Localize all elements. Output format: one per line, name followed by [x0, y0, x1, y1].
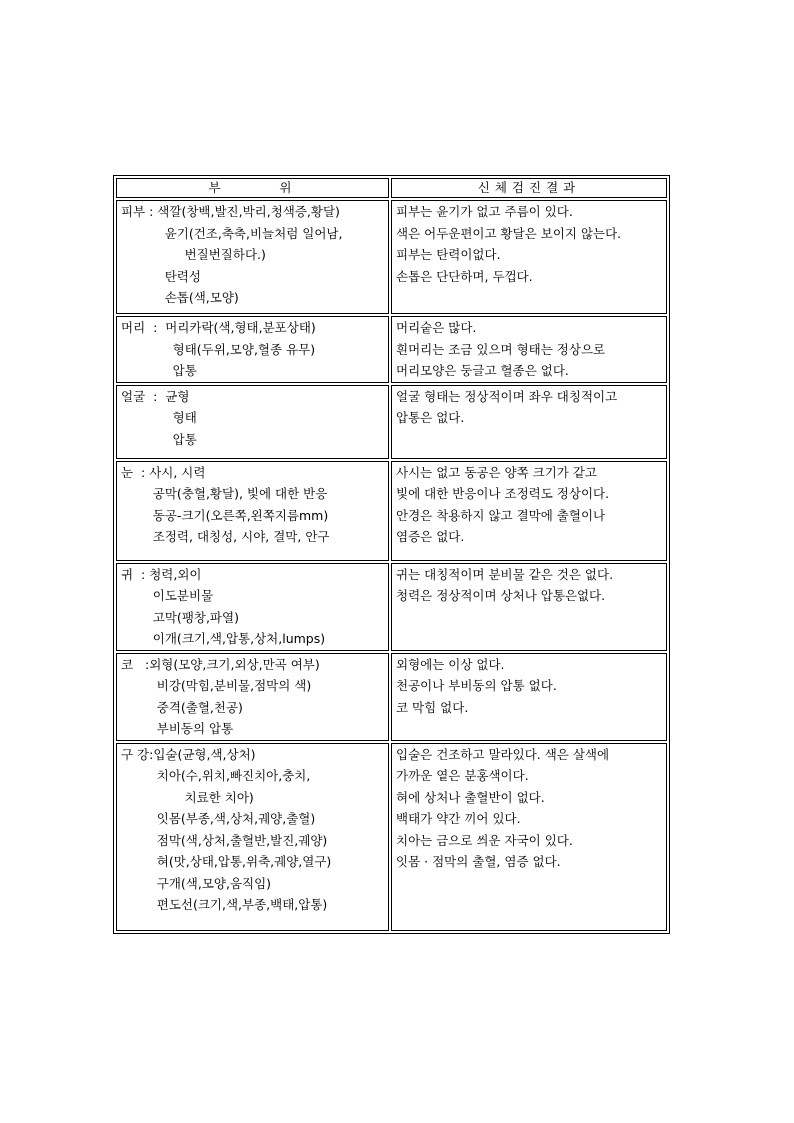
table-row-face: [116, 385, 667, 459]
body-part-line: 피부 : 색깔(창백,발진,박리,청색증,황달): [121, 204, 340, 219]
exam-result-line: 혀에 상처나 출혈반이 없다.: [396, 789, 545, 805]
exam-result-line: 귀는 대칭적이며 분비물 같은 것은 없다.: [396, 566, 614, 582]
body-part-line: 비강(막힘,분비물,점막의 색): [121, 678, 312, 693]
body-part-line: 머리 : 머리카락(색,형태,분포상태): [121, 320, 316, 335]
physical-exam-table: [113, 175, 670, 934]
exam-result-line: 청력은 정상적이며 상처나 압통은없다.: [396, 588, 606, 603]
exam-result-cell: [391, 200, 667, 314]
body-part-line: 탄력성: [121, 268, 201, 284]
header-exam-result-label: 신체검진결과: [477, 180, 581, 195]
body-part-line: 부비동의 압통: [121, 721, 234, 736]
body-part-line: 번질번질하다.): [121, 247, 266, 262]
body-part-line: 형태(두위,모양,혈종 유무): [121, 341, 316, 357]
body-part-line: 점막(색,상처,출혈반,발진,궤양): [121, 832, 328, 848]
exam-result-line: 빛에 대한 반응이나 조정력도 정상이다.: [396, 486, 610, 501]
exam-result-line: 외형에는 이상 없다.: [396, 656, 505, 672]
header-body-part: [116, 178, 389, 198]
header-body-part-label: 부 위: [208, 180, 297, 195]
table-row-mouth: [116, 743, 667, 931]
body-part-line: 구 강:입술(균형,색,상처): [121, 746, 256, 762]
table-row-head: [116, 316, 667, 383]
body-part-line: 얼굴 : 균형: [121, 388, 190, 404]
body-part-line: 귀 : 청력,외이: [121, 566, 202, 582]
table-body: [116, 200, 667, 931]
exam-result-cell: [391, 563, 667, 651]
body-part-line: 편도선(크기,색,부종,백태,압통): [121, 897, 328, 912]
exam-result-cell: [391, 385, 667, 459]
body-part-line: 공막(충혈,황달), 빛에 대한 반응: [121, 486, 328, 501]
body-part-line: 중격(출혈,천공): [121, 699, 243, 715]
body-part-line: 압통: [121, 363, 197, 378]
table-row-ears: [116, 563, 667, 651]
body-part-line: 혀(맛,상태,압통,위축,궤양,열구): [121, 854, 332, 869]
exam-result-line: 사시는 없고 동공은 양쪽 크기가 같고: [396, 464, 597, 480]
exam-result-line: 안경은 착용하지 않고 결막에 출혈이나: [396, 507, 606, 523]
exam-result-cell: [391, 316, 667, 383]
body-part-line: 잇몸(부종,색,상처,궤양,출혈): [121, 811, 316, 826]
body-part-line: 이도분비물: [121, 588, 214, 603]
body-part-line: 치아(수,위치,빠진치아,충치,: [121, 768, 311, 783]
body-part-cell: [116, 461, 389, 561]
body-part-line: 동공-크기(오른쪽,왼쪽지름mm): [121, 507, 329, 523]
exam-result-cell: [391, 743, 667, 931]
exam-result-line: 가까운 옅은 분홍색이다.: [396, 768, 529, 783]
exam-result-line: 피부는 윤기가 없고 주름이 있다.: [396, 204, 573, 219]
exam-result-line: 염증은 없다.: [396, 529, 465, 544]
body-part-cell: [116, 653, 389, 741]
table-row-nose: [116, 653, 667, 741]
body-part-cell: [116, 743, 389, 931]
body-part-cell: [116, 316, 389, 383]
exam-result-line: 얼굴 형태는 정상적이며 좌우 대칭적이고: [396, 388, 618, 404]
exam-result-line: 백태가 약간 끼어 있다.: [396, 811, 521, 826]
exam-result-line: 머리숱은 많다.: [396, 320, 477, 335]
exam-result-cell: [391, 461, 667, 561]
exam-result-line: 흰머리는 조금 있으며 형태는 정상으로: [396, 341, 606, 357]
exam-result-line: 잇몸 · 점막의 출혈, 염증 없다.: [396, 854, 561, 869]
exam-result-line: 치아는 금으로 씌운 자국이 있다.: [396, 832, 573, 848]
table-row-skin: [116, 200, 667, 314]
body-part-line: 이개(크기,색,압통,상처,lumps): [121, 631, 326, 646]
body-part-line: 압통: [121, 431, 197, 447]
exam-result-line: 피부는 탄력이없다.: [396, 247, 501, 262]
header-exam-result: [391, 178, 667, 198]
body-part-line: 고막(팽창,파열): [121, 609, 239, 625]
table-row-eyes: [116, 461, 667, 561]
exam-result-line: 손톱은 단단하며, 두껍다.: [396, 268, 533, 284]
body-part-line: 구개(색,모양,움직임): [121, 875, 272, 891]
body-part-line: 코 :외형(모양,크기,외상,만곡 여부): [121, 656, 320, 672]
body-part-line: 조정력, 대칭성, 시야, 결막, 안구: [121, 529, 330, 544]
exam-result-line: 천공이나 부비동의 압통 없다.: [396, 678, 557, 693]
body-part-cell: [116, 563, 389, 651]
exam-result-line: 머리모양은 둥글고 혈종은 없다.: [396, 363, 569, 378]
body-part-line: 윤기(건조,축축,비늘처럼 일어남,: [121, 225, 343, 241]
exam-result-line: 색은 어두운편이고 황달은 보이지 않는다.: [396, 225, 622, 241]
table-header-row: [116, 178, 667, 198]
body-part-line: 눈 : 사시, 시력: [121, 464, 206, 480]
exam-result-line: 입술은 건조하고 말라있다. 색은 살색에: [396, 746, 610, 762]
body-part-cell: [116, 200, 389, 314]
body-part-line: 형태: [121, 410, 197, 425]
exam-result-line: 코 막힘 없다.: [396, 699, 469, 715]
body-part-line: 손톱(색,모양): [121, 290, 239, 305]
body-part-line: 치료한 치아): [121, 789, 254, 805]
exam-result-cell: [391, 653, 667, 741]
exam-result-line: 압통은 없다.: [396, 410, 465, 425]
body-part-cell: [116, 385, 389, 459]
